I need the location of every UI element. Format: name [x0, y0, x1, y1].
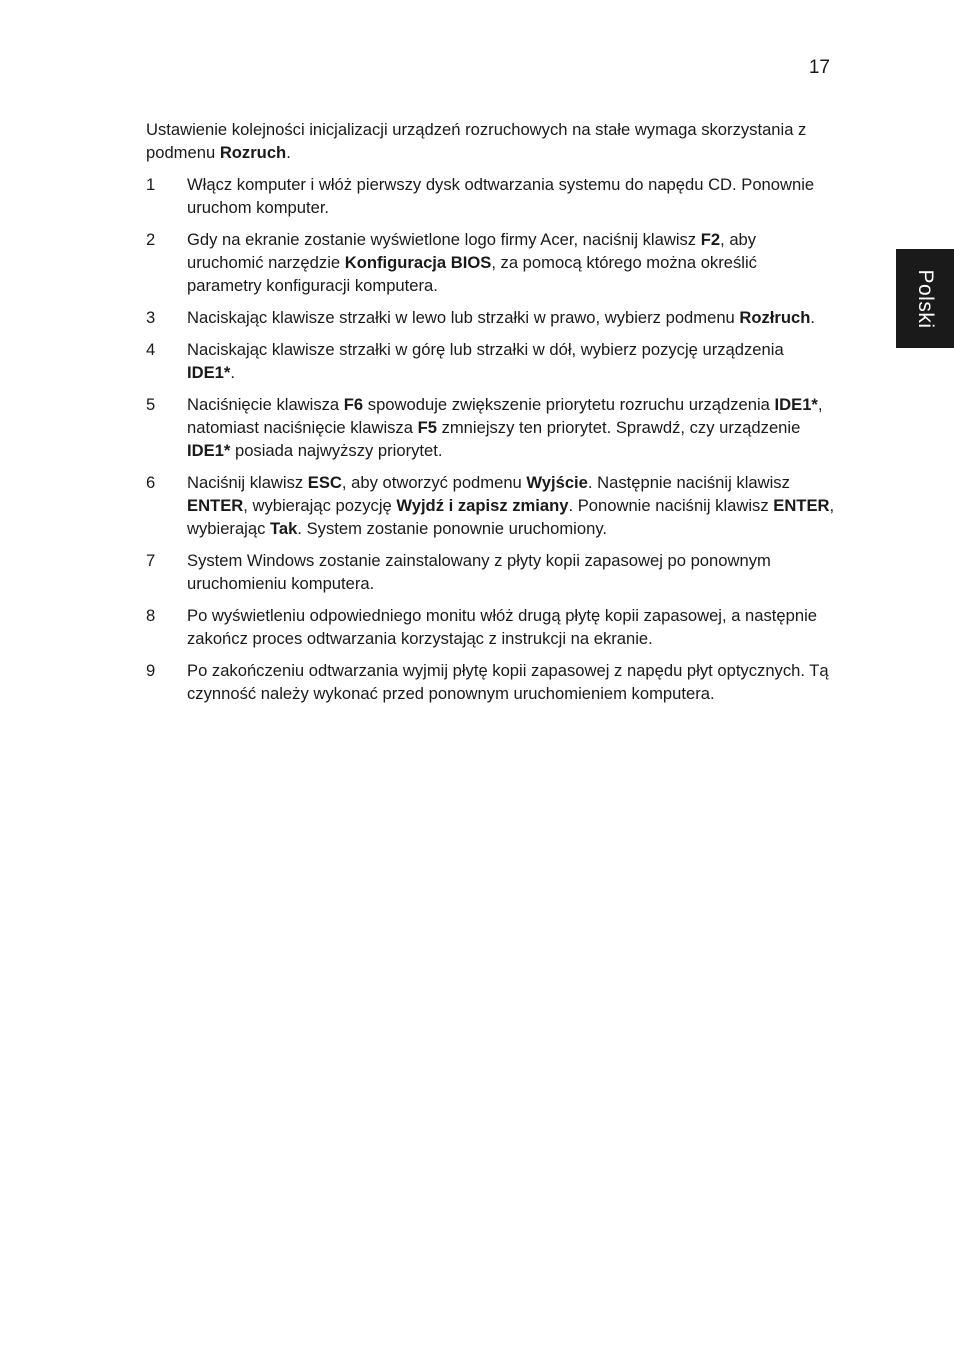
- step-text: [187, 173, 836, 219]
- step-number: 6: [146, 473, 156, 492]
- text-run: Włącz komputer i włóż pierwszy dysk odtwarzania systemu do napędu CD. Ponownie uruchom komputer.: [187, 175, 815, 217]
- bold-term: F5: [417, 418, 437, 437]
- language-tab: [896, 249, 954, 348]
- text-run: Po wyświetleniu odpowiedniego monitu włóż drugą płytę kopii zapasowej, a następnie zakończ proces odtwarzania korzystając z instrukcji na ekranie.: [187, 606, 818, 648]
- step-text: [187, 338, 836, 384]
- text-run: .: [230, 363, 235, 382]
- step-text: [187, 604, 836, 650]
- step-text: [187, 659, 836, 705]
- step-number: 5: [146, 395, 156, 414]
- text-run: , za pomocą którego można określić parametry konfiguracji komputera.: [187, 253, 757, 295]
- text-run: posiada najwyższy priorytet.: [230, 441, 443, 460]
- text-run: Naciskając klawisze strzałki w lewo lub strzałki w prawo, wybierz podmenu: [187, 308, 740, 327]
- bold-term: Wyjście: [526, 473, 588, 492]
- step-item: [146, 228, 836, 297]
- step-number: 1: [146, 175, 156, 194]
- step-item: [146, 604, 836, 650]
- step-number: 2: [146, 230, 156, 249]
- step-text: [187, 549, 836, 595]
- bold-term: F6: [343, 395, 364, 414]
- text-run: spowoduje zwiększenie priorytetu rozruchu urządzenia: [363, 395, 775, 414]
- text-run: System Windows zostanie zainstalowany z płyty kopii zapasowej po ponownym uruchomieniu komputera.: [187, 551, 771, 593]
- bold-term: Rozłruch: [739, 308, 811, 327]
- text-run: , aby otworzyć podmenu: [341, 473, 527, 492]
- step-item: [146, 173, 836, 219]
- step-number: 7: [146, 551, 156, 570]
- step-item: [146, 338, 836, 384]
- bold-term: ENTER: [773, 496, 830, 515]
- text-run: Gdy na ekranie zostanie wyświetlone logo firmy Acer, naciśnij klawisz: [187, 230, 701, 249]
- text-run: .: [286, 143, 291, 162]
- text-run: Po zakończeniu odtwarzania wyjmij płytę kopii zapasowej z napędu płyt optycznych. Tą czynność należy wykonać przed ponownym uruchomieniem komputera.: [187, 661, 829, 703]
- text-run: Naciśnięcie klawisza: [187, 395, 344, 414]
- step-number: 3: [146, 308, 156, 327]
- document-body: [146, 118, 836, 714]
- bold-term: F2: [700, 230, 721, 249]
- text-run: Ustawienie kolejności inicjalizacji urządzeń rozruchowych na stałe wymaga skorzystania z podmenu: [146, 120, 807, 162]
- step-item: [146, 549, 836, 595]
- bold-term: IDE1*: [187, 441, 231, 460]
- text-run: .: [810, 308, 816, 327]
- step-number: 9: [146, 661, 156, 680]
- bold-term: Tak: [270, 519, 298, 538]
- page-number: 17: [808, 57, 830, 78]
- text-run: . System zostanie ponownie uruchomiony.: [297, 519, 607, 538]
- text-run: , aby uruchomić narzędzie: [187, 230, 757, 272]
- text-run: zmniejszy ten priorytet. Sprawdź, czy urządzenie: [436, 418, 801, 437]
- bold-term: IDE1*: [187, 363, 231, 382]
- intro-paragraph: [146, 118, 836, 164]
- steps-list: [146, 173, 836, 705]
- step-text: [187, 228, 836, 297]
- bold-term: Wyjdź i zapisz zmiany: [396, 496, 569, 515]
- text-run: . Ponownie naciśnij klawisz: [568, 496, 774, 515]
- text-run: Naciśnij klawisz: [187, 473, 308, 492]
- text-run: , wybierając: [187, 496, 835, 538]
- bold-term: Konfiguracja BIOS: [344, 253, 492, 272]
- step-text: [187, 471, 836, 540]
- language-tab-label: Polski: [914, 268, 937, 329]
- bold-term: ESC: [307, 473, 342, 492]
- step-text: [187, 393, 836, 462]
- text-run: Naciskając klawisze strzałki w górę lub strzałki w dół, wybierz pozycję urządzenia: [187, 340, 784, 359]
- step-number: 4: [146, 340, 156, 359]
- text-run: , wybierając pozycję: [243, 496, 397, 515]
- text-run: . Następnie naciśnij klawisz: [587, 473, 790, 492]
- bold-term: IDE1*: [774, 395, 818, 414]
- step-item: [146, 659, 836, 705]
- bold-term: ENTER: [187, 496, 244, 515]
- step-text: [187, 306, 836, 329]
- text-run: , natomiast naciśnięcie klawisza: [187, 395, 823, 437]
- step-item: [146, 306, 836, 329]
- step-number: 8: [146, 606, 156, 625]
- step-item: [146, 393, 836, 462]
- step-item: [146, 471, 836, 540]
- bold-term: Rozruch: [219, 143, 287, 162]
